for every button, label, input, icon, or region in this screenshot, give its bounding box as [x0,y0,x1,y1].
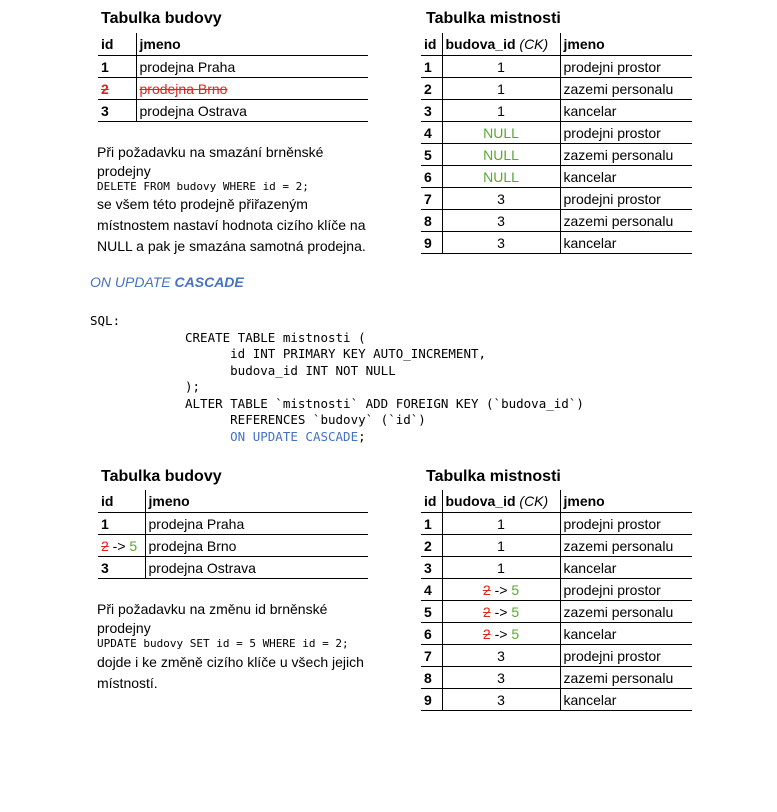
desc-text: prodejny [97,163,151,179]
cell-jmeno: prodejna Ostrava [136,100,368,122]
table-header-row [421,490,692,513]
table-row [421,557,692,579]
cell-jmeno: prodejni prostor [560,513,692,535]
cell-budova-id: 3 [442,667,560,689]
desc-text: dojde i ke změně cizího klíče u všech jejich [97,654,364,670]
mistnosti-table-2 [421,490,692,711]
table-row-deleted [98,78,368,100]
cell-budova-id-null: NULL [442,166,560,188]
desc-text: NULL a pak je smazána samotná prodejna. [97,238,366,254]
code-highlight: ON UPDATE CASCADE [230,428,359,444]
desc-text: místnostem nastaví hodnota cizího klíče na [97,217,366,233]
sql-code-block [185,313,584,462]
column-header-id: id [98,33,136,56]
cell-budova-id-updated [442,601,560,623]
table-row [98,557,368,579]
cell-id: 4 [421,122,442,144]
column-header-jmeno: jmeno [560,33,692,56]
cell-budova-id: 1 [442,535,560,557]
desc-text: Při požadavku na smazání brněnské [97,144,324,160]
code-line: ALTER TABLE `mistnosti` ADD FOREIGN KEY (`budova_id`) [185,395,584,411]
table-row [421,144,692,166]
cell-jmeno: kancelar [560,166,692,188]
cell-budova-id: 1 [442,78,560,100]
cell-id-updated [98,535,145,557]
mistnosti-table [421,33,692,254]
cell-id: 5 [421,144,442,166]
table-row [421,232,692,254]
table-row [98,56,368,78]
section-heading [90,274,244,290]
table-header-row [421,33,692,56]
new-value: 5 [511,581,520,598]
cell-id: 6 [421,166,442,188]
column-header-id: id [421,33,442,56]
cell-jmeno: prodejni prostor [560,56,692,78]
table-row [98,100,368,122]
column-header-budova-id: budova_id (CK) [442,490,560,513]
cell-jmeno: prodejna Praha [136,56,368,78]
column-header-id: id [98,490,145,513]
table-row-updated [98,535,368,557]
cell-jmeno: zazemi personalu [560,667,692,689]
table-row [421,689,692,711]
new-id: 5 [129,537,138,554]
cell-jmeno: prodejna Praha [145,513,368,535]
table-row [421,535,692,557]
column-header-jmeno: jmeno [145,490,368,513]
table-row [421,601,692,623]
code-line: budova_id INT NOT NULL [185,362,396,378]
cell-id: 1 [98,56,136,78]
table-row [421,210,692,232]
cell-jmeno: prodejna Brno [145,535,368,557]
cell-id: 8 [421,210,442,232]
cell-jmeno: zazemi personalu [560,144,692,166]
table-row [98,513,368,535]
table-row [421,579,692,601]
cell-jmeno: zazemi personalu [560,78,692,100]
desc-text: se všem této prodejně přiřazeným [97,196,308,212]
cell-jmeno: kancelar [560,232,692,254]
table-row [421,78,692,100]
cell-id: 3 [421,557,442,579]
code-line: REFERENCES `budovy` (`id`) [185,412,426,427]
cell-jmeno: prodejni prostor [560,122,692,144]
old-id: 2 [101,537,109,554]
delete-sql-statement: DELETE FROM budovy WHERE id = 2; [97,180,309,193]
code-line: ON UPDATE CASCADE; [230,428,366,444]
update-sql-statement: UPDATE budovy SET id = 5 WHERE id = 2; [97,637,349,650]
cell-id: 1 [421,513,442,535]
cell-budova-id: 1 [442,56,560,78]
cell-budova-id: 3 [442,210,560,232]
cell-id: 2 [421,78,442,100]
cell-id: 3 [421,100,442,122]
cell-budova-id: 1 [442,557,560,579]
mistnosti-table-title-2: Tabulka mistnosti [426,468,561,485]
update-description [97,599,397,693]
cell-budova-id-updated [442,623,560,645]
column-header-jmeno: jmeno [136,33,368,56]
cell-budova-id-updated [442,579,560,601]
table-header-row [98,490,368,513]
cell-jmeno: prodejni prostor [560,188,692,210]
old-value: 2 [482,625,491,642]
cell-jmeno: prodejna Ostrava [145,557,368,579]
cell-budova-id: 3 [442,645,560,667]
table-row [421,100,692,122]
ck-note: (CK) [519,493,549,509]
code-line: id INT PRIMARY KEY AUTO_INCREMENT, [185,346,487,361]
budovy-table-title: Tabulka budovy [101,10,222,27]
new-value: 5 [511,603,520,620]
cell-budova-id: 3 [442,232,560,254]
table-row [421,623,692,645]
cell-budova-id-null: NULL [442,122,560,144]
cell-jmeno: kancelar [560,689,692,711]
heading-prefix: ON UPDATE [90,274,175,290]
cell-budova-id: 1 [442,513,560,535]
heading-bold: CASCADE [174,274,244,290]
cell-id: 5 [421,601,442,623]
cell-id: 7 [421,645,442,667]
change-arrow: -> [490,581,512,598]
cell-id: 8 [421,667,442,689]
column-header-id: id [421,490,442,513]
table-row [421,513,692,535]
column-header-budova-id: budova_id (CK) [442,33,560,56]
budovy-table-2 [98,490,368,579]
desc-text: Při požadavku na změnu id brněnské [97,601,328,617]
new-value: 5 [511,625,520,642]
cell-id: 9 [421,232,442,254]
table-row [421,188,692,210]
mistnosti-table-title: Tabulka mistnosti [426,10,561,27]
cell-budova-id: 3 [442,188,560,210]
budovy-table-title-2: Tabulka budovy [101,468,222,485]
budovy-table [98,33,368,122]
code-line: CREATE TABLE mistnosti ( [185,329,366,345]
cell-id: 1 [421,56,442,78]
column-header-jmeno: jmeno [560,490,692,513]
old-value: 2 [482,581,491,598]
desc-text: prodejny [97,620,151,636]
table-row [421,645,692,667]
cell-jmeno: kancelar [560,557,692,579]
delete-description [97,142,397,257]
cell-jmeno: kancelar [560,623,692,645]
sql-label: SQL: [90,313,121,328]
cell-id: 7 [421,188,442,210]
ck-note: (CK) [519,36,549,52]
cell-id: 3 [98,100,136,122]
table-row [421,122,692,144]
table-row [421,667,692,689]
cell-jmeno: prodejni prostor [560,579,692,601]
cell-id: 9 [421,689,442,711]
cell-jmeno: zazemi personalu [560,601,692,623]
cell-jmeno: prodejni prostor [560,645,692,667]
desc-text: místností. [97,675,158,691]
cell-id: 3 [98,557,145,579]
cell-id: 1 [98,513,145,535]
old-value: 2 [482,603,491,620]
cell-jmeno-deleted: prodejna Brno [136,78,368,100]
cell-jmeno: zazemi personalu [560,210,692,232]
cell-jmeno: zazemi personalu [560,535,692,557]
table-row [421,56,692,78]
cell-budova-id: 3 [442,689,560,711]
change-arrow: -> [108,537,130,554]
cell-id: 4 [421,579,442,601]
table-header-row [98,33,368,56]
cell-jmeno: kancelar [560,100,692,122]
cell-id: 6 [421,623,442,645]
cell-id-deleted: 2 [98,78,136,100]
table-row [421,166,692,188]
change-arrow: -> [490,625,512,642]
cell-id: 2 [421,535,442,557]
cell-budova-id-null: NULL [442,144,560,166]
change-arrow: -> [490,603,512,620]
cell-budova-id: 1 [442,100,560,122]
code-line: ); [185,379,201,394]
